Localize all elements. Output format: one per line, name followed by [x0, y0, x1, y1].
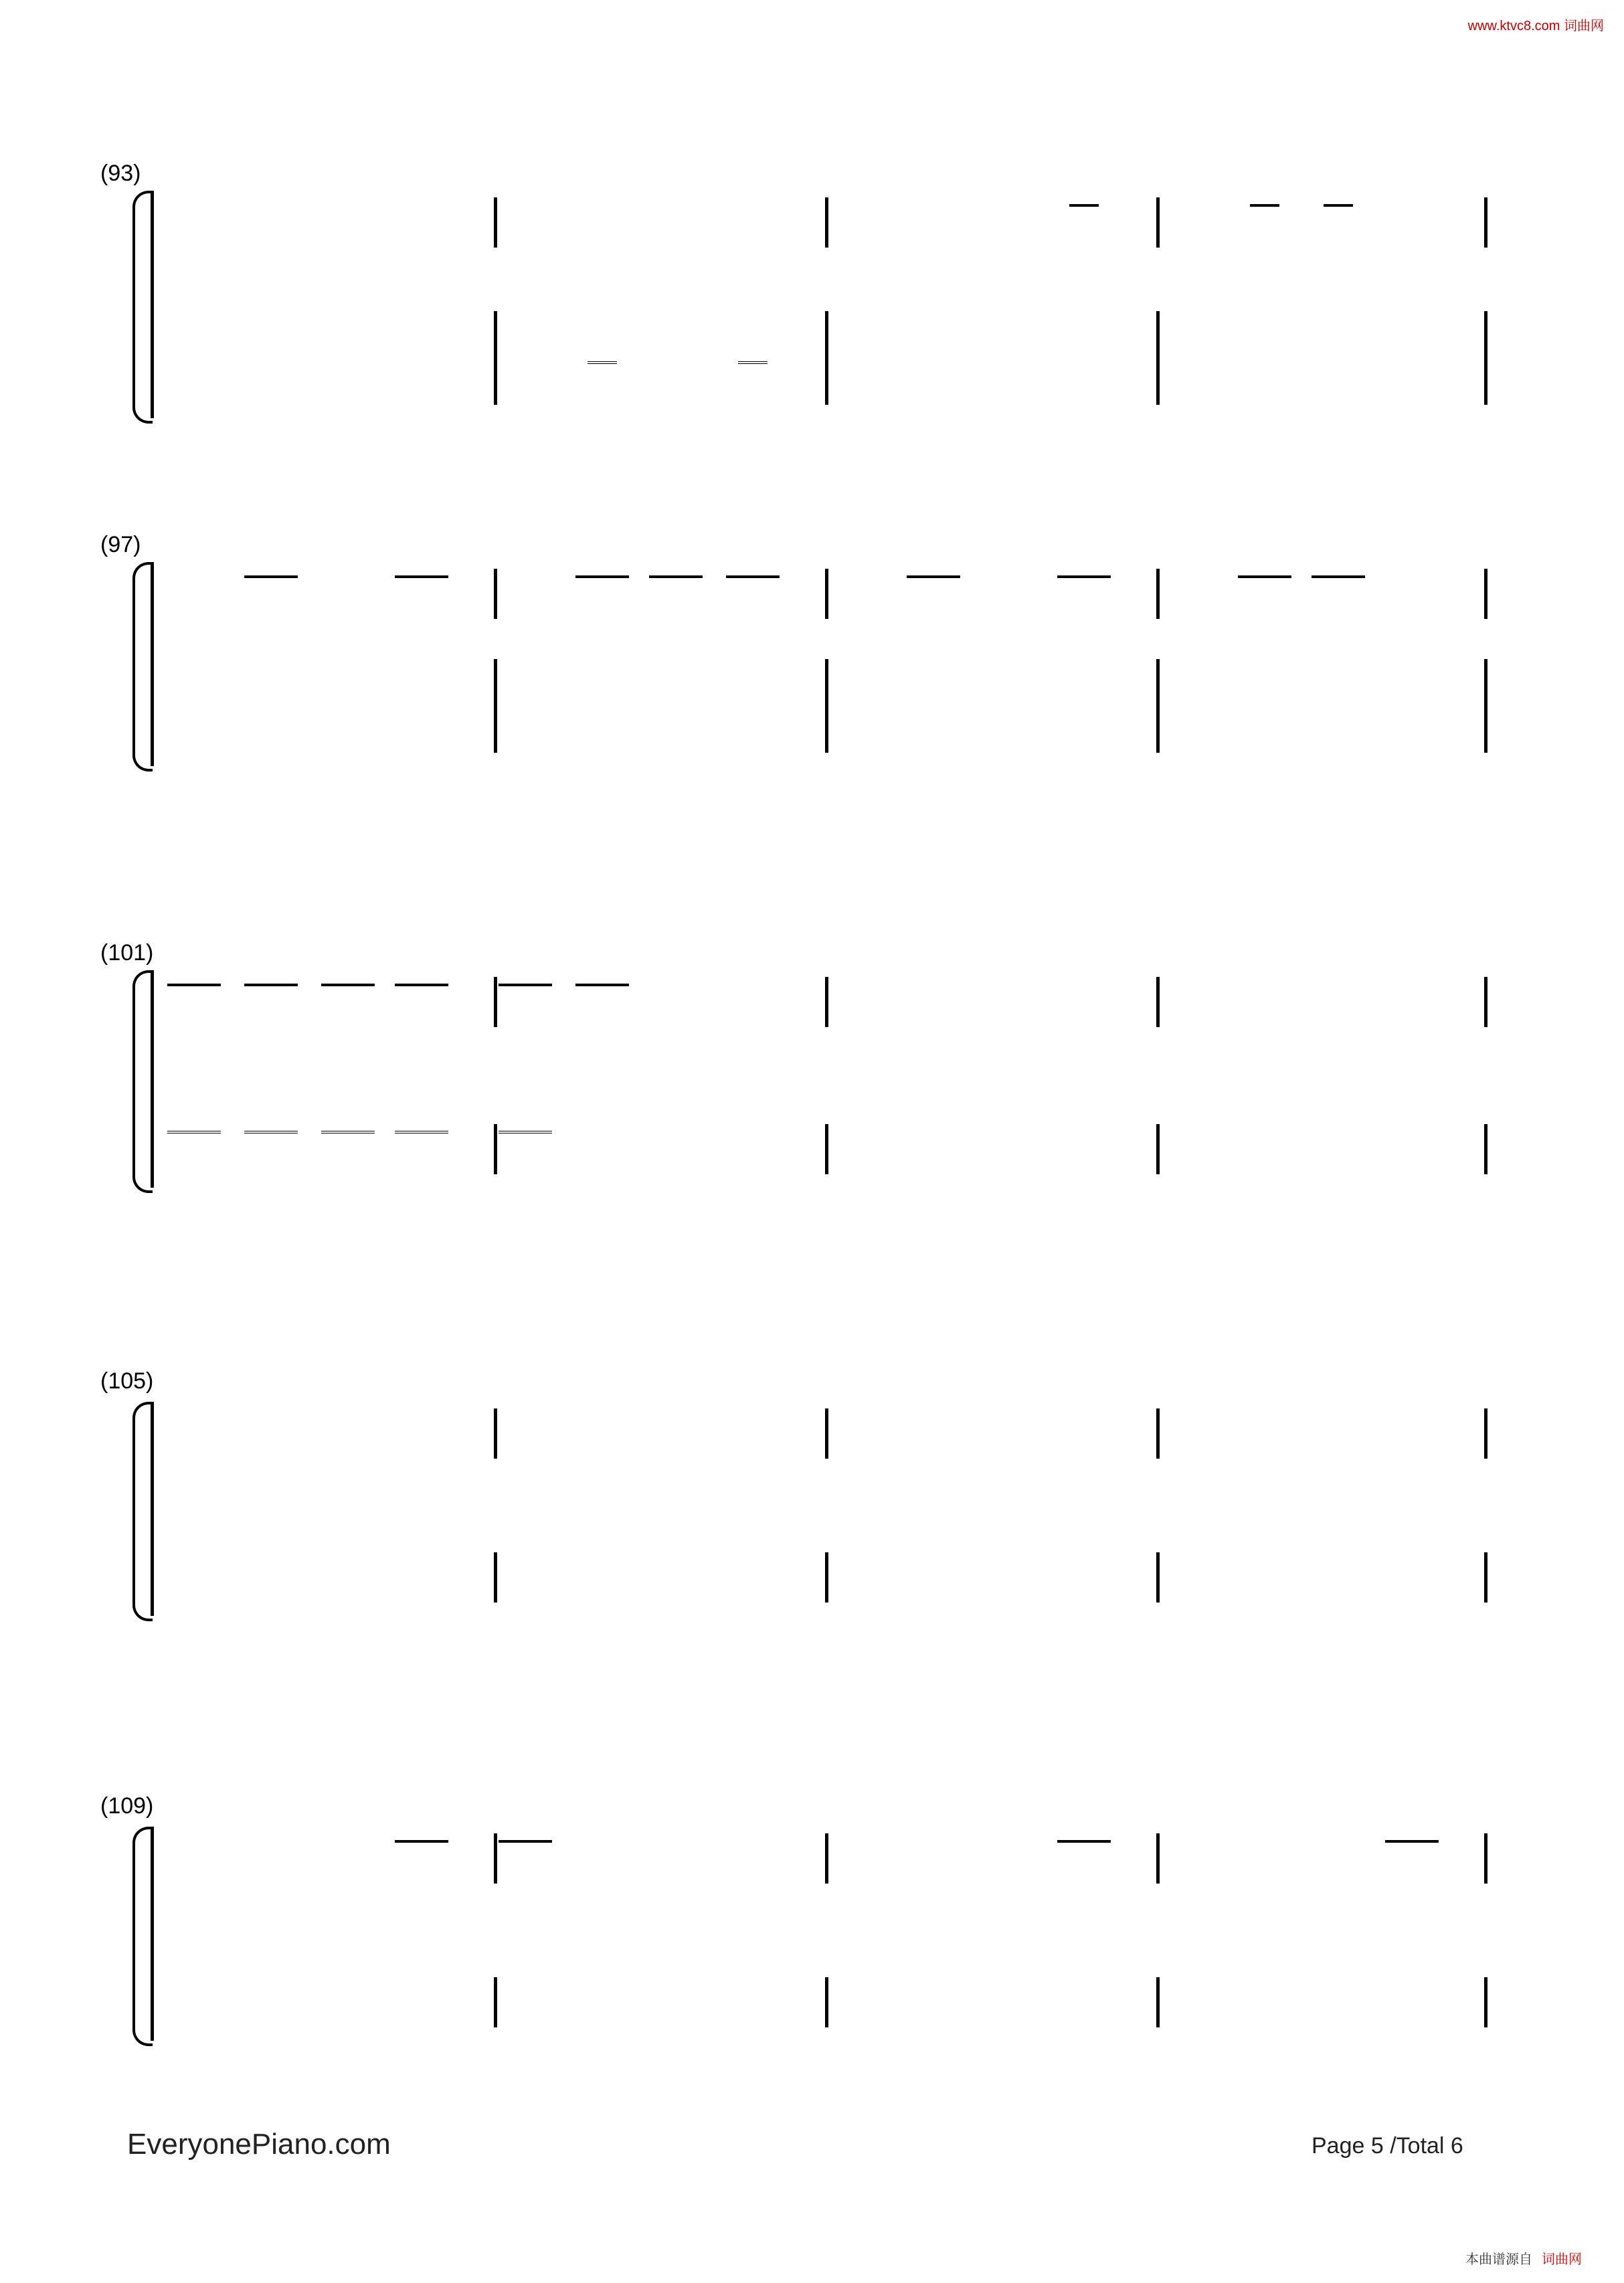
- barline: [1484, 1408, 1487, 1459]
- barline: [825, 703, 828, 753]
- system-brace: [132, 970, 153, 1193]
- barline: [1484, 1124, 1487, 1174]
- barline: [494, 197, 497, 248]
- measure-number: (101): [100, 940, 154, 966]
- barline: [1484, 977, 1487, 1027]
- treble-note: [1385, 1840, 1439, 1843]
- system-brace: [132, 1402, 153, 1621]
- bass-note: [738, 361, 768, 364]
- header-url: [1468, 15, 1604, 34]
- barline: [494, 703, 497, 753]
- barline: [1484, 703, 1487, 753]
- header-url-text: www.ktvc8.com: [1467, 19, 1560, 33]
- barline: [1156, 1833, 1160, 1884]
- barline: [1484, 569, 1487, 619]
- measure-number: (93): [100, 161, 141, 186]
- barline: [494, 1408, 497, 1459]
- barline: [825, 1552, 828, 1603]
- barline: [1484, 311, 1487, 361]
- barline: [825, 977, 828, 1027]
- system-line: [151, 562, 154, 766]
- barline: [1484, 197, 1487, 248]
- system-line: [151, 970, 154, 1188]
- system-line: [151, 191, 154, 418]
- barline: [1156, 977, 1160, 1027]
- barline: [1484, 355, 1487, 405]
- treble-note: [321, 984, 375, 986]
- treble-note: [1057, 1840, 1111, 1843]
- treble-note: [167, 984, 221, 986]
- barline: [1156, 1552, 1160, 1603]
- treble-note: [1069, 204, 1099, 207]
- bass-note: [244, 1131, 298, 1133]
- system-line: [151, 1827, 154, 2041]
- barline: [825, 659, 828, 709]
- bass-note: [588, 361, 617, 364]
- barline: [494, 1833, 497, 1884]
- measure-number: (105): [100, 1368, 154, 1394]
- barline: [825, 1124, 828, 1174]
- barline: [494, 659, 497, 709]
- barline: [825, 1977, 828, 2027]
- barline: [494, 1977, 497, 2027]
- barline: [494, 311, 497, 361]
- treble-note: [575, 575, 629, 578]
- barline: [494, 1124, 497, 1174]
- bass-note: [395, 1131, 448, 1133]
- barline: [1484, 659, 1487, 709]
- footer-page-number: Page 5 /Total 6: [1312, 2133, 1463, 2159]
- treble-note: [649, 575, 703, 578]
- barline: [494, 355, 497, 405]
- barline: [825, 197, 828, 248]
- treble-note: [1324, 204, 1353, 207]
- treble-note: [726, 575, 780, 578]
- header-site-text: 词曲网: [1564, 19, 1604, 33]
- treble-note: [244, 575, 298, 578]
- barline: [825, 569, 828, 619]
- barline: [1156, 1408, 1160, 1459]
- treble-note: [395, 1840, 448, 1843]
- footer-brand[interactable]: EveryonePiano.com: [127, 2128, 391, 2161]
- system-brace: [132, 562, 153, 771]
- bass-note: [499, 1131, 552, 1133]
- treble-note: [907, 575, 960, 578]
- treble-note: [395, 984, 448, 986]
- barline: [1156, 569, 1160, 619]
- treble-note: [1312, 575, 1365, 578]
- treble-note: [575, 984, 629, 986]
- barline: [1156, 1124, 1160, 1174]
- treble-note: [499, 1840, 552, 1843]
- footer-stamp-text: 本曲谱源自: [1465, 2252, 1532, 2267]
- barline: [825, 355, 828, 405]
- treble-note: [244, 984, 298, 986]
- treble-note: [1238, 575, 1291, 578]
- barline: [494, 977, 497, 1027]
- footer-stamp: [1465, 2248, 1582, 2268]
- treble-note: [395, 575, 448, 578]
- treble-note: [1250, 204, 1279, 207]
- barline: [825, 311, 828, 361]
- barline: [1484, 1552, 1487, 1603]
- barline: [1156, 311, 1160, 361]
- barline: [825, 1833, 828, 1884]
- barline: [1156, 355, 1160, 405]
- system-brace: [132, 191, 153, 424]
- barline: [825, 1408, 828, 1459]
- barline: [494, 1552, 497, 1603]
- measure-number: (109): [100, 1793, 154, 1819]
- barline: [1484, 1833, 1487, 1884]
- barline: [1156, 703, 1160, 753]
- barline: [1484, 1977, 1487, 2027]
- system-brace: [132, 1827, 153, 2046]
- barline: [1156, 1977, 1160, 2027]
- barline: [494, 569, 497, 619]
- bass-note: [321, 1131, 375, 1133]
- treble-note: [1057, 575, 1111, 578]
- barline: [1156, 197, 1160, 248]
- bass-note: [167, 1131, 221, 1133]
- barline: [1156, 659, 1160, 709]
- footer-stamp-site: 词曲网: [1542, 2252, 1582, 2267]
- treble-note: [499, 984, 552, 986]
- measure-number: (97): [100, 532, 141, 557]
- system-line: [151, 1402, 154, 1616]
